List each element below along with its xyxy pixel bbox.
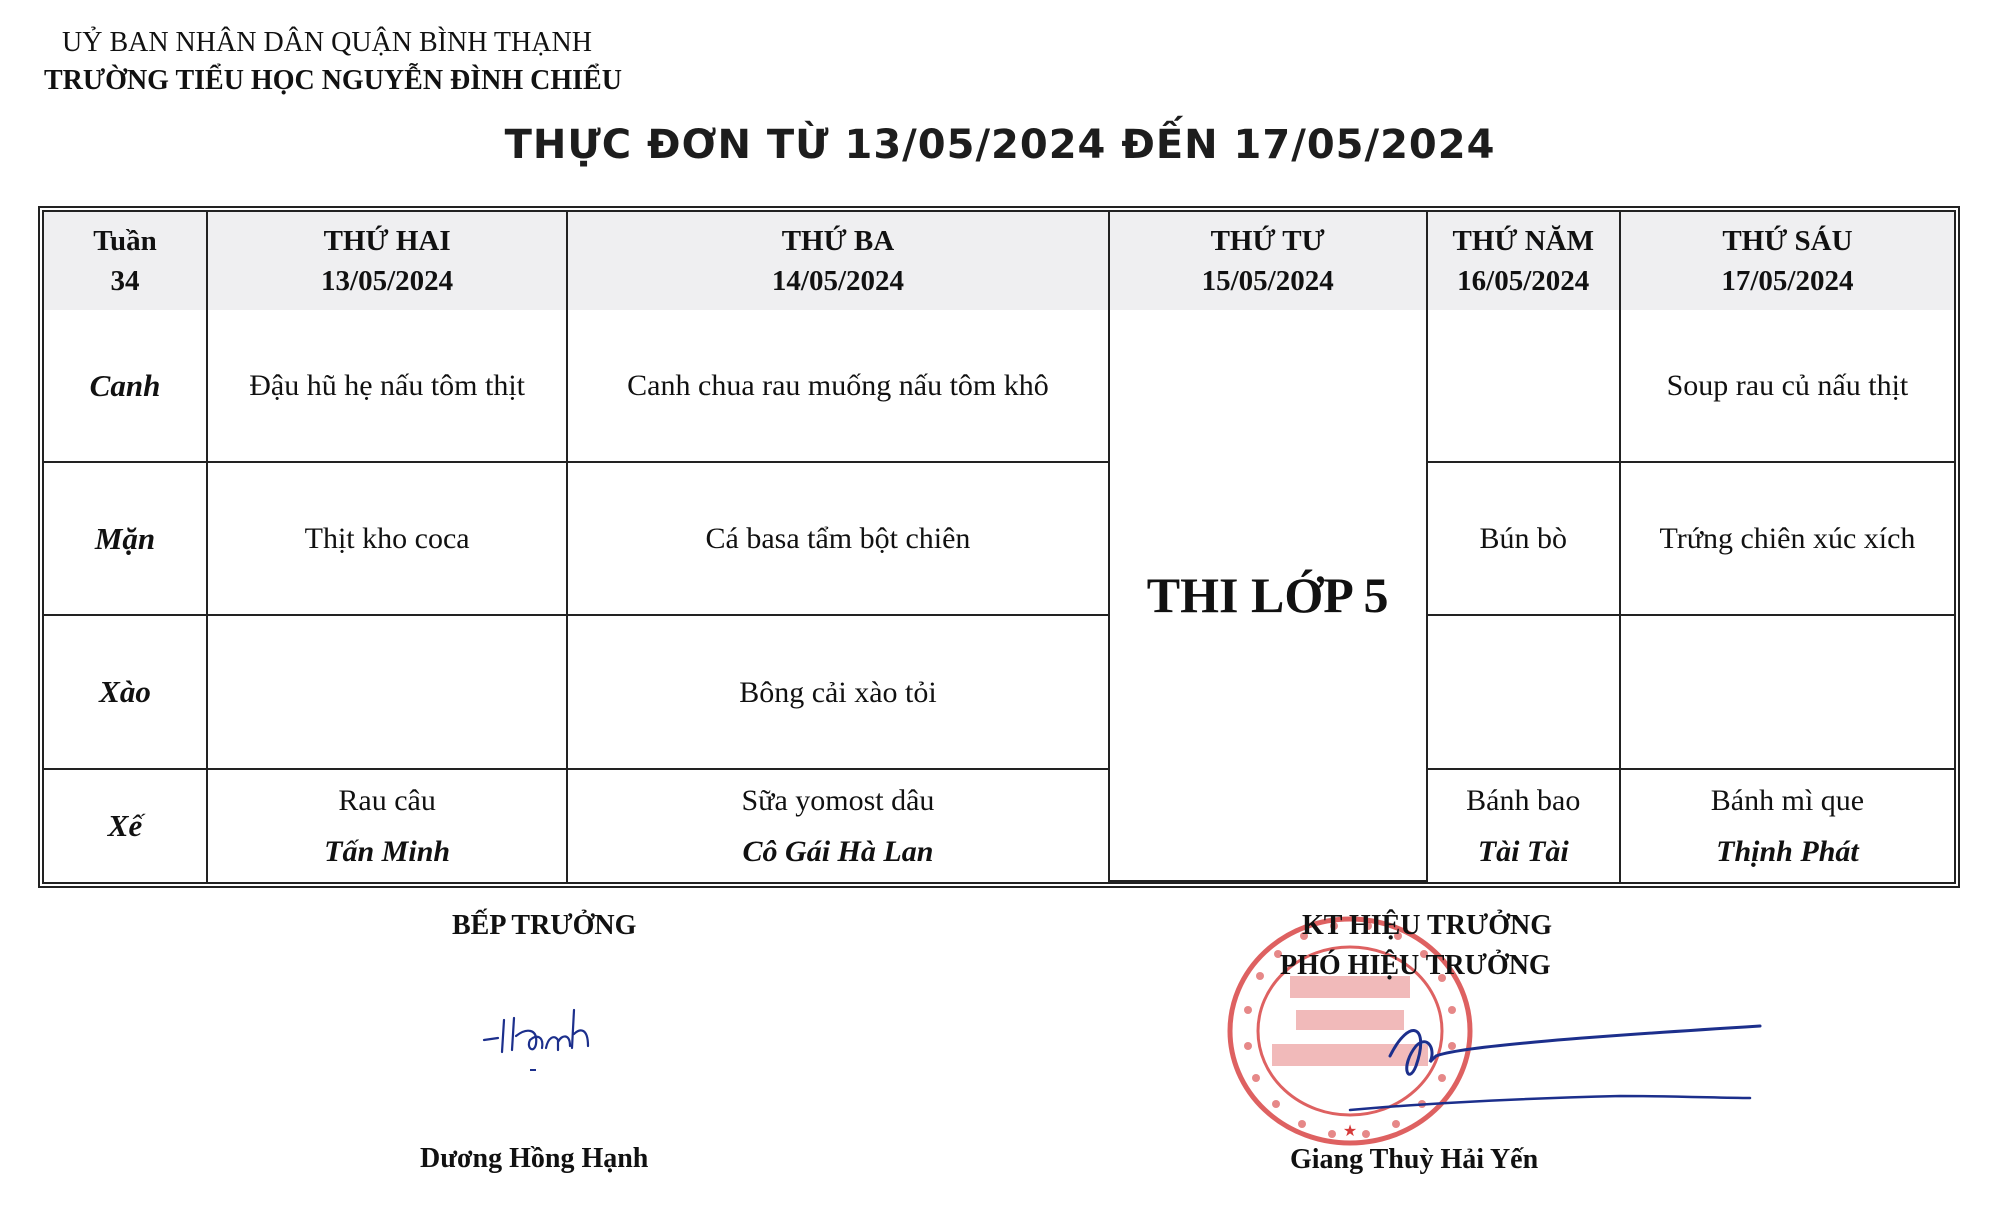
cell-man-thu: Bún bò — [1428, 463, 1621, 616]
chef-signature-icon — [478, 1000, 628, 1080]
cell-canh-thu — [1428, 310, 1621, 463]
principal-title-2: PHÓ HIỆU TRƯỞNG — [1280, 950, 1551, 981]
supplier: Cô Gái Hà Lan — [742, 834, 934, 868]
org-name: UỶ BAN NHÂN DÂN QUẬN BÌNH THẠNH — [62, 27, 592, 58]
day-date: 15/05/2024 — [1201, 265, 1334, 297]
school-name: TRƯỜNG TIỂU HỌC NGUYỄN ĐÌNH CHIỂU — [44, 65, 622, 96]
cell-xe-mon — [208, 770, 568, 882]
day-header-thu — [1428, 212, 1621, 310]
cell-canh-tue: Canh chua rau muống nấu tôm khô — [568, 310, 1109, 463]
dish: Rau câu — [338, 783, 436, 817]
menu-table — [38, 206, 1960, 888]
week-number: 34 — [110, 265, 140, 297]
day-header-tue — [568, 212, 1109, 310]
cell-xe-thu — [1428, 770, 1621, 882]
principal-signature-icon — [1240, 1006, 1800, 1136]
supplier: Tài Tài — [1477, 834, 1569, 868]
dish: Bánh mì que — [1710, 783, 1865, 817]
week-header — [44, 212, 208, 310]
day-date: 13/05/2024 — [321, 265, 454, 297]
day-date: 16/05/2024 — [1457, 265, 1590, 297]
day-header-wed — [1110, 212, 1428, 310]
cell-canh-fri: Soup rau củ nấu thịt — [1621, 310, 1954, 463]
cell-xao-mon — [208, 616, 568, 769]
day-name: THỨ SÁU — [1722, 225, 1853, 257]
cell-wed-exam: THI LỚP 5 — [1110, 310, 1428, 882]
principal-title-1: KT HIỆU TRƯỞNG — [1302, 910, 1552, 941]
day-date: 17/05/2024 — [1721, 265, 1854, 297]
cell-man-mon: Thịt kho coca — [208, 463, 568, 616]
dish: Sữa yomost dâu — [741, 783, 935, 817]
supplier: Thịnh Phát — [1716, 834, 1859, 868]
table-header-row — [44, 212, 1954, 310]
week-label: Tuần — [93, 225, 157, 257]
row-label-xe: Xế — [44, 770, 208, 882]
cell-canh-mon: Đậu hũ hẹ nấu tôm thịt — [208, 310, 568, 463]
chef-title: BẾP TRƯỞNG — [452, 910, 637, 941]
day-name: THỨ NĂM — [1452, 225, 1594, 257]
cell-xe-fri — [1621, 770, 1954, 882]
day-name: THỨ BA — [781, 225, 895, 257]
row-label-man: Mặn — [44, 463, 208, 616]
cell-xao-fri — [1621, 616, 1954, 769]
principal-name: Giang Thuỳ Hải Yến — [1290, 1144, 1539, 1175]
row-label-xao: Xào — [44, 616, 208, 769]
day-name: THỨ TƯ — [1210, 225, 1325, 257]
cell-man-fri: Trứng chiên xúc xích — [1621, 463, 1954, 616]
cell-xao-thu — [1428, 616, 1621, 769]
day-header-fri — [1621, 212, 1954, 310]
cell-xao-tue: Bông cải xào tỏi — [568, 616, 1109, 769]
day-name: THỨ HAI — [323, 225, 451, 257]
supplier: Tấn Minh — [324, 834, 451, 868]
day-date: 14/05/2024 — [771, 265, 905, 297]
dish: Bánh bao — [1466, 783, 1581, 817]
table-row-canh — [44, 310, 1954, 463]
table-row-man — [44, 463, 1954, 616]
cell-xe-tue — [568, 770, 1109, 882]
svg-text:★: ★ — [1342, 1123, 1358, 1140]
row-label-canh: Canh — [44, 310, 208, 463]
menu-title: THỰC ĐƠN TỪ 13/05/2024 ĐẾN 17/05/2024 — [504, 122, 1496, 168]
chef-name: Dương Hồng Hạnh — [420, 1143, 649, 1174]
cell-man-tue: Cá basa tẩm bột chiên — [568, 463, 1109, 616]
table-row-xe — [44, 770, 1954, 882]
table-row-xao — [44, 616, 1954, 769]
day-header-mon — [208, 212, 568, 310]
